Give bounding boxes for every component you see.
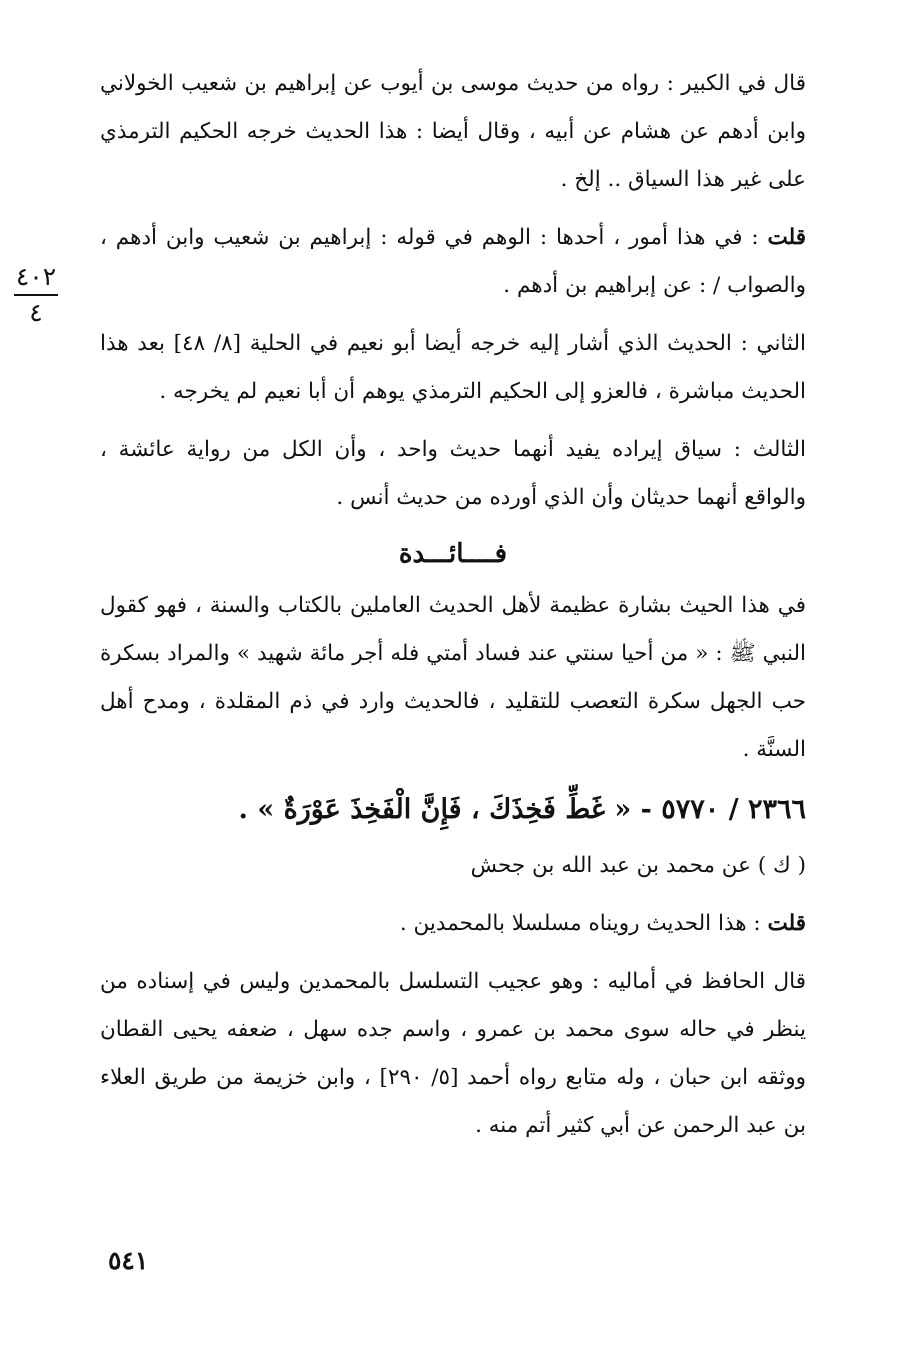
margin-ref-rule [14,294,58,296]
paragraph-label: قلت [767,911,806,936]
margin-ref-bottom: ٤ [29,298,43,327]
paragraph-text: : هذا الحديث رويناه مسلسلا بالمحمدين . [399,911,768,936]
page-number: ٥٤١ [108,1246,149,1275]
paragraph-note [100,900,806,948]
paragraph-text: الثالث : سياق إيراده يفيد أنهما حديث واحد ، وأن الكل من رواية عائشة ، والواقع أنهما حديثان وأن الذي أورده من حديث أنس . [100,437,806,510]
paragraph-text: الثاني : الحديث الذي أشار إليه خرجه أيضا أبو نعيم في الحلية [٨/ ٤٨] بعد هذا الحديث مباشرة ، فالعزو إلى الحكيم الترمذي يوهم أن أبا نعيم لم يخرجه . [100,331,806,404]
paragraph-second [100,320,806,416]
paragraph-qultu [100,214,806,310]
section-heading: فــــائـــدة [398,539,508,569]
hadith-text: ٢٣٦٦ / ٥٧٧٠ - « غَطِّ فَخِذَكَ ، فَإِنَّ الْفَخِذَ عَوْرَةٌ » . [238,794,806,825]
paragraph-final: قال الحافظ في أماليه : وهو عجيب التسلسل بالمحمدين وليس في إسناده من ينظر في حاله سوى محمد بن عمرو ، واسم جده سهل ، ضعفه يحيى القطان ووثقه ابن حبان ، وله متابع رواه أحمد [٥/ ٢٩٠] ، وابن خزيمة من طريق العلاء بن عبد الرحمن عن أبي كثير أتم منه . [100,969,807,1138]
paragraph-text: : في هذا أمور ، أحدها : الوهم في قوله : إبراهيم بن شعيب وابن أدهم ، والصواب / : عن إبراهيم بن أدهم . [100,225,806,298]
margin-ref-top: ٤٠٢ [15,262,57,291]
paragraph-label: قلت [767,225,806,250]
hadith-narrator: ( ك ) عن محمد بن عبد الله بن جحش [470,853,806,878]
paragraph-faida: في هذا الحيث بشارة عظيمة لأهل الحديث العاملين بالكتاب والسنة ، فهو كقول النبي ﷺ : « من أحيا سنتي عند فساد أمتي فله أجر مائة شهيد » والمراد بسكرة حب الجهل سكرة التعصب للتقليد ، فالحديث وارد في ذم المقلدة ، ومدح أهل السنَّة . [100,593,806,762]
paragraph-text: قال في الكبير : رواه من حديث موسى بن أيوب عن إبراهيم بن شعيب الخولاني وابن أدهم عن هشام عن أبيه ، وقال أيضا : هذا الحديث خرجه الحكيم الترمذي على غير هذا السياق .. إلخ . [100,71,806,192]
main-text [100,60,806,1160]
margin-reference [10,262,62,328]
paragraph-kabir [100,60,806,204]
paragraph-third [100,426,806,522]
